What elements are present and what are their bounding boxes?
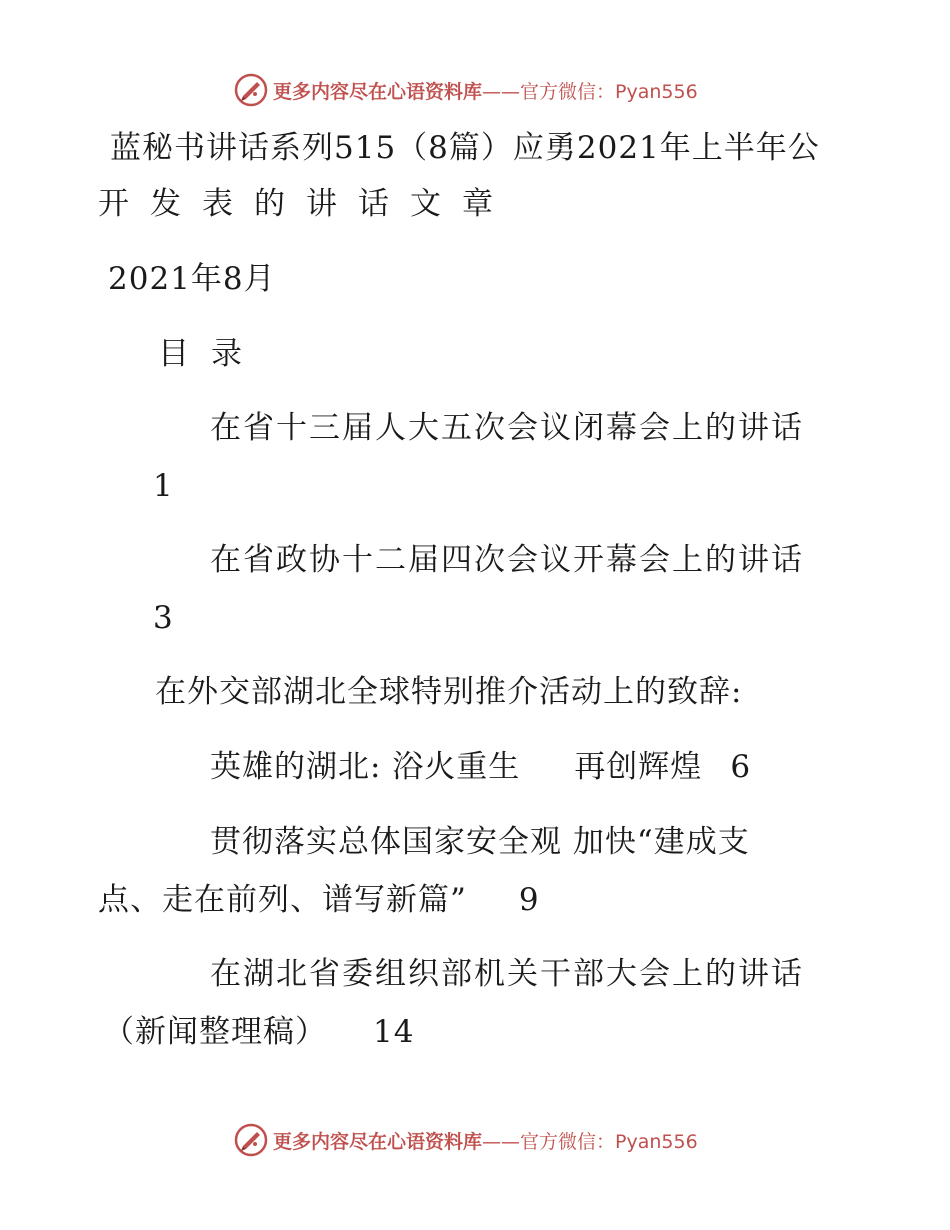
doc-title-line-2: 开发表的讲话文章 [98,186,514,222]
banner-dash: —— [482,1130,521,1153]
pen-seal-logo-icon [233,1122,269,1158]
banner-wechat: 官方微信：Pyan556 [520,1130,698,1153]
doc-title-line-1: 蓝秘书讲话系列515（8篇）应勇2021年上半年公 [110,130,820,166]
banner-text: 更多内容尽在心语资料库 [273,1130,483,1153]
toc-entry-4-title-a: 英雄的湖北: 浴火重生 [210,749,521,785]
toc-entry-4-page: 6 [730,749,752,785]
toc-heading: 目录 [158,336,264,372]
toc-entry-1-page: 1 [153,468,173,504]
toc-entry-6 [103,1012,414,1052]
banner-wechat: 官方微信：Pyan556 [520,80,698,103]
toc-entry-5 [98,880,540,920]
banner-dash: —— [482,80,521,103]
header-banner [233,72,698,108]
toc-entry-3-title: 在外交部湖北全球特别推介活动上的致辞: [155,674,743,710]
toc-entry-2-page: 3 [153,600,173,636]
toc-entry-6-page: 14 [373,1014,415,1050]
toc-entry-4-title-b: 再创辉煌 [574,749,703,785]
toc-entry-2-title: 在省政协十二届四次会议开幕会上的讲话 [210,542,804,578]
toc-entry-6-title-line-1: 在湖北省委组织部机关干部大会上的讲话 [210,956,804,992]
footer-banner [233,1122,698,1158]
banner-text: 更多内容尽在心语资料库 [273,80,483,103]
toc-entry-5-page: 9 [518,882,540,918]
doc-date: 2021年8月 [108,261,276,297]
toc-entry-5-title-line-2: 点、走在前列、谱写新篇” [98,882,467,918]
pen-seal-logo-icon [233,72,269,108]
toc-entry-4 [210,747,751,787]
toc-entry-6-title-line-2: （新闻整理稿） [103,1014,327,1050]
toc-entry-1-title: 在省十三届人大五次会议闭幕会上的讲话 [210,410,804,446]
toc-entry-5-title-line-1: 贯彻落实总体国家安全观 加快“建成支 [210,824,750,860]
